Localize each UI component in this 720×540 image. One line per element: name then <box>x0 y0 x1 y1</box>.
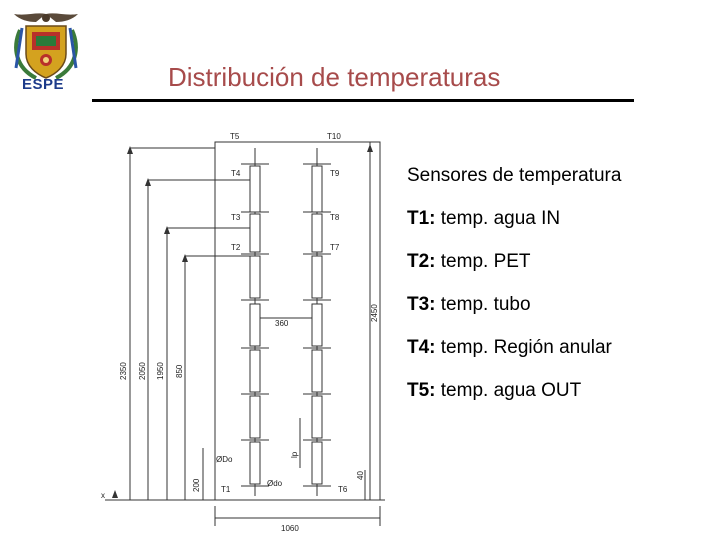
label-t3: T3 <box>231 213 241 222</box>
sensor-desc: temp. agua OUT <box>435 380 582 401</box>
right-tube-column <box>303 148 331 496</box>
label-t10: T10 <box>327 132 341 141</box>
schematic-drawing <box>95 128 395 533</box>
sensor-desc: temp. tubo <box>435 294 531 315</box>
sensor-list-heading: Sensores de temperatura <box>407 165 622 186</box>
sensor-desc: temp. agua IN <box>435 208 561 229</box>
list-item <box>407 379 621 403</box>
sensor-desc: temp. Región anular <box>435 337 612 358</box>
label-t5: T5 <box>230 132 240 141</box>
dim-2450: 2450 <box>370 304 379 322</box>
list-item <box>407 207 621 231</box>
sensor-list <box>407 164 621 422</box>
dim-40: 40 <box>356 471 365 480</box>
dim-outer-dia: ØDo <box>216 455 233 464</box>
label-t6: T6 <box>338 485 348 494</box>
label-t2: T2 <box>231 243 241 252</box>
sensor-code: T3: <box>407 294 436 315</box>
title-underline <box>92 99 634 102</box>
tank-outline <box>215 142 380 500</box>
label-t9: T9 <box>330 169 340 178</box>
page-title: Distribución de temperaturas <box>168 62 501 92</box>
sensor-code: T5: <box>407 380 436 401</box>
dim-1060: 1060 <box>281 524 299 533</box>
label-t1: T1 <box>221 485 231 494</box>
dim-360: 360 <box>275 319 289 328</box>
dim-inner-dia: Ødo <box>267 479 283 488</box>
label-t4: T4 <box>231 169 241 178</box>
dim-1950: 1950 <box>156 362 165 380</box>
dim-2050: 2050 <box>138 362 147 380</box>
list-item <box>407 293 621 317</box>
sensor-code: T2: <box>407 251 436 272</box>
list-item <box>407 336 621 360</box>
dim-850: 850 <box>175 364 184 378</box>
label-t7: T7 <box>330 243 340 252</box>
dim-200: 200 <box>192 478 201 492</box>
sensor-code: T1: <box>407 208 436 229</box>
axis-x-label: x <box>101 491 105 500</box>
logo-text: ESPE <box>22 76 65 93</box>
sensor-code: T4: <box>407 337 436 358</box>
dim-lp: lp <box>290 451 299 458</box>
dim-2350: 2350 <box>119 362 128 380</box>
label-t8: T8 <box>330 213 340 222</box>
left-tube-column <box>241 148 269 496</box>
temperature-layout-diagram <box>95 128 395 533</box>
sensor-desc: temp. PET <box>435 251 531 272</box>
list-item <box>407 250 621 274</box>
